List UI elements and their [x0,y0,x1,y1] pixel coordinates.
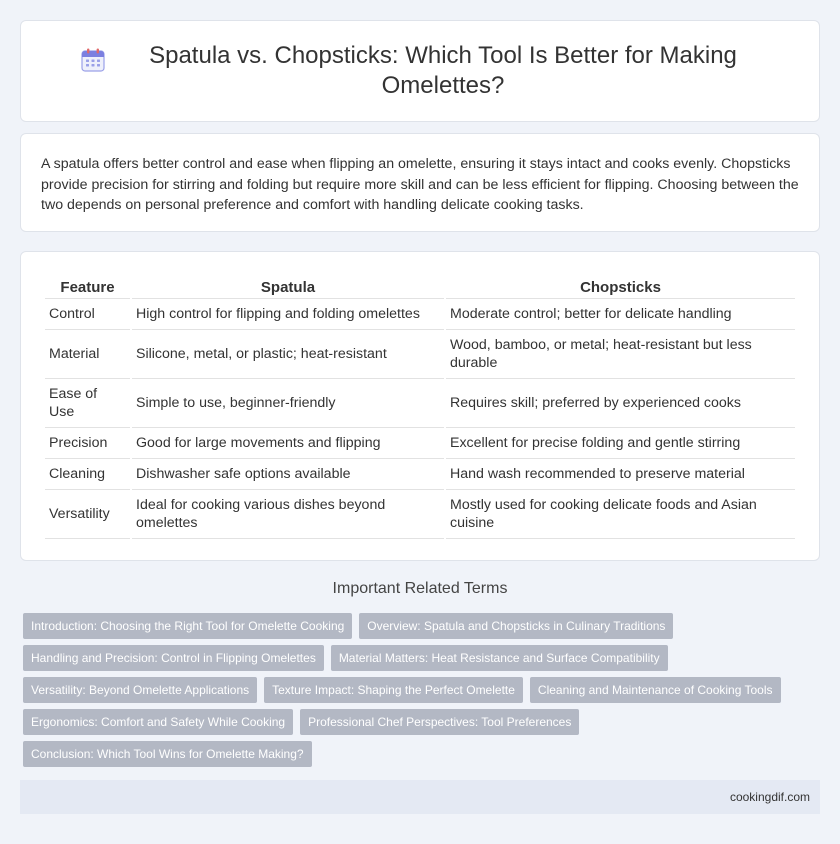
row-feature: Control [45,299,130,330]
related-tag[interactable]: Cleaning and Maintenance of Cooking Tools [530,677,781,703]
related-tag[interactable]: Handling and Precision: Control in Flipping Omelettes [23,645,324,671]
row-chopsticks: Excellent for precise folding and gentle stirring [446,428,795,459]
row-chopsticks: Hand wash recommended to preserve material [446,459,795,490]
title-wrap [80,41,760,101]
table-row [45,428,795,459]
related-tag[interactable]: Conclusion: Which Tool Wins for Omelette Making? [23,741,312,767]
footer [20,780,820,814]
related-terms-title: Important Related Terms [332,580,508,597]
related-tag[interactable]: Material Matters: Heat Resistance and Surface Compatibility [331,645,668,671]
table-row [45,330,795,379]
row-feature: Precision [45,428,130,459]
row-spatula: Good for large movements and flipping [132,428,444,459]
header-feature: Feature [45,275,130,299]
title-card [20,20,820,122]
related-tag[interactable]: Introduction: Choosing the Right Tool for Omelette Cooking [23,613,352,639]
row-feature: Ease of Use [45,379,130,428]
comparison-table [43,275,797,539]
row-chopsticks: Wood, bamboo, or metal; heat-resistant but less durable [446,330,795,379]
row-feature: Material [45,330,130,379]
page-title: Spatula vs. Chopsticks: Which Tool Is Better for Making Omelettes? [149,42,737,99]
table-row [45,490,795,539]
row-spatula: High control for flipping and folding omelettes [132,299,444,330]
row-chopsticks: Mostly used for cooking delicate foods and Asian cuisine [446,490,795,539]
row-spatula: Ideal for cooking various dishes beyond omelettes [132,490,444,539]
tag-row [23,741,793,767]
row-feature: Cleaning [45,459,130,490]
tag-row [23,613,793,639]
tag-row [23,709,793,735]
related-tag[interactable]: Ergonomics: Comfort and Safety While Cooking [23,709,293,735]
related-terms-tags [23,613,793,773]
tag-row [23,677,793,703]
header-spatula: Spatula [132,275,444,299]
row-chopsticks: Moderate control; better for delicate handling [446,299,795,330]
calendar-icon [80,47,106,73]
intro-card [20,133,820,232]
table-row [45,459,795,490]
footer-site[interactable]: cookingdif.com [729,790,810,804]
row-chopsticks: Requires skill; preferred by experienced cooks [446,379,795,428]
table-header-row [45,275,795,299]
row-spatula: Simple to use, beginner-friendly [132,379,444,428]
row-spatula: Dishwasher safe options available [132,459,444,490]
related-tag[interactable]: Texture Impact: Shaping the Perfect Omelette [264,677,523,703]
related-tag[interactable]: Versatility: Beyond Omelette Applications [23,677,257,703]
table-row [45,299,795,330]
row-spatula: Silicone, metal, or plastic; heat-resistant [132,330,444,379]
table-row [45,379,795,428]
related-tag[interactable]: Overview: Spatula and Chopsticks in Culinary Traditions [359,613,673,639]
intro-paragraph: A spatula offers better control and ease when flipping an omelette, ensuring it stays intact and cooks evenly. Chopsticks provide precision for stirring and folding but require more skill and can be less efficient for flipping. Choosing between the two depends on personal preference and comfort with handling delicate cooking tasks. [41,156,799,213]
comparison-table-card [20,251,820,561]
tag-row [23,645,793,671]
related-tag[interactable]: Professional Chef Perspectives: Tool Preferences [300,709,579,735]
row-feature: Versatility [45,490,130,539]
header-chopsticks: Chopsticks [446,275,795,299]
